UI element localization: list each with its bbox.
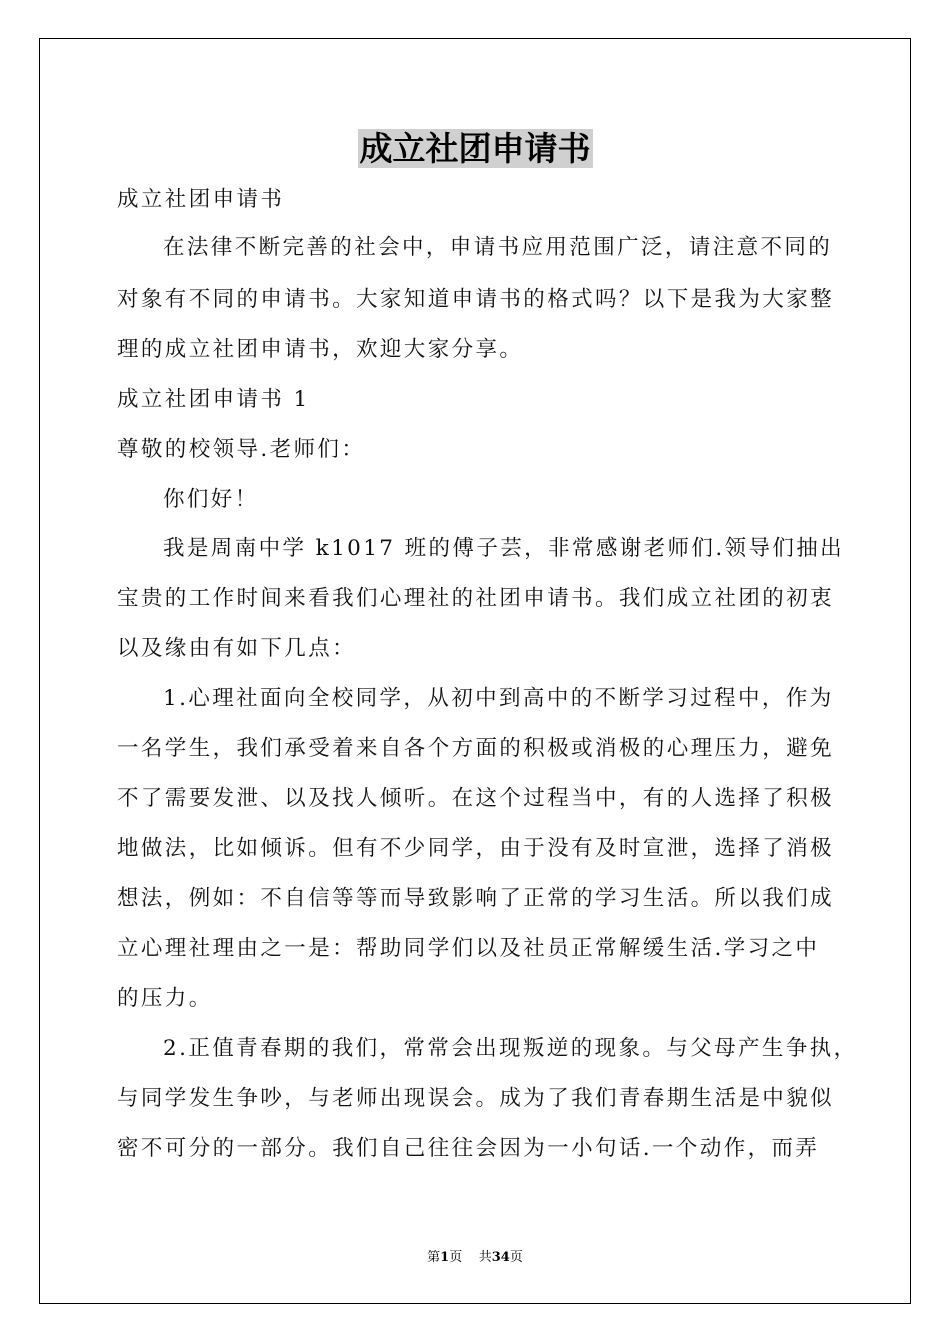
body-line: 地做法，比如倾诉。但有不少同学，由于没有及时宣泄，选择了消极 (117, 836, 835, 861)
body-line: 一名学生，我们承受着来自各个方面的积极或消极的心理压力，避免 (117, 736, 835, 761)
body-line: 宝贵的工作时间来看我们心理社的社团申请书。我们成立社团的初衷 (117, 586, 835, 611)
subtitle-line: 成立社团申请书 (117, 187, 285, 212)
body-line: 2.正值青春期的我们，常常会出现叛逆的现象。与父母产生争执， (163, 1036, 858, 1061)
body-line: 立心理社理由之一是：帮助同学们以及社员正常解缓生活.学习之中 (117, 936, 820, 961)
salutation-line: 尊敬的校领导.老师们： (117, 437, 366, 462)
body-line: 我是周南中学 k1017 班的傅子芸，非常感谢老师们.领导们抽出 (163, 536, 845, 561)
body-line: 的压力。 (117, 986, 213, 1011)
page-prefix: 第 (427, 1250, 441, 1265)
body-line: 1.心理社面向全校同学，从初中到高中的不断学习过程中，作为 (163, 686, 834, 711)
body-line: 不了需要发泄、以及找人倾听。在这个过程当中，有的人选择了积极 (117, 786, 835, 811)
body-line: 想法，例如：不自信等等而导致影响了正常的学习生活。所以我们成 (117, 886, 835, 911)
total-suffix: 页 (509, 1250, 523, 1265)
body-line: 密不可分的一部分。我们自己往往会因为一小句话.一个动作，而弄 (117, 1136, 820, 1161)
document-title (0, 127, 950, 171)
page-footer (0, 1246, 950, 1265)
body-line: 对象有不同的申请书。大家知道申请书的格式吗？以下是我为大家整 (117, 287, 835, 312)
body-line: 在法律不断完善的社会中，申请书应用范围广泛，请注意不同的 (163, 235, 833, 260)
total-prefix: 共 (478, 1250, 492, 1265)
page-current: 1 (440, 1250, 450, 1265)
greeting-line: 你们好！ (163, 487, 259, 512)
body-line: 以及缘由有如下几点： (117, 636, 357, 661)
page-border (39, 38, 911, 1304)
body-line: 与同学发生争吵，与老师出现误会。成为了我们青春期生活是中貌似 (117, 1086, 835, 1111)
page-total: 34 (491, 1250, 510, 1265)
document-title-text: 成立社团申请书 (359, 129, 591, 168)
body-line: 理的成立社团申请书，欢迎大家分享。 (117, 337, 524, 362)
section-heading: 成立社团申请书 1 (117, 387, 310, 412)
page-suffix: 页 (449, 1250, 463, 1265)
